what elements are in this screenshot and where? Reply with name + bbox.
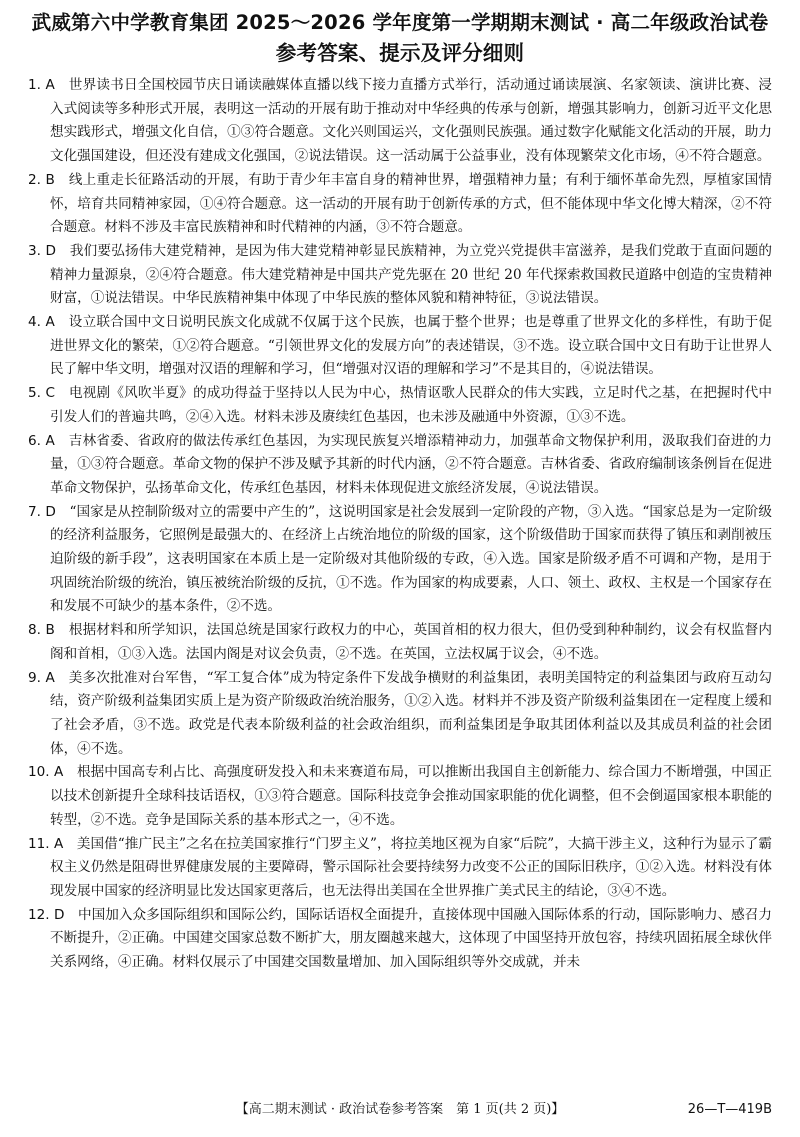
answer-number: 4. A <box>28 314 55 331</box>
answer-number: 11. A <box>28 835 64 852</box>
answer-explanation: 美国借“推广民主”之名在拉美国家推行“门罗主义”，将拉美地区视为自家“后院”，大搞干涉主义，这种行为显示了霸权主义仍然是阻碍世界健康发展的主要障碍，警示国际社会要持续努力改变不公正的国际旧秩序，①②入选。材料没有体现发展中国家的经济明显比发达国家更落后，也无法得出美国在全世界推广美式民主的结论，③④不选。 <box>50 835 773 899</box>
answer-item-7 <box>28 501 772 620</box>
answer-explanation: 线上重走长征路活动的开展，有助于青少年丰富自身的精神世界，增强精神力量；有利于缅怀革命先烈，厚植家国情怀，培育共同精神家园，①④符合题意。这一活动的开展有助于创新传承的方式，但不能体现中华文化博大精深，②不符合题意。材料不涉及丰富民族精神和时代精神的内涵，③不符合题意。 <box>50 171 773 236</box>
footer-paper-code: 26—T—419B <box>687 1102 772 1117</box>
answer-number: 8. B <box>28 622 55 639</box>
answer-list <box>28 74 772 975</box>
answer-item-5 <box>28 382 772 429</box>
answer-explanation: 根据材料和所学知识，法国总统是国家行政权力的中心，英国首相的权力很大，但仍受到种种制约，议会有权监督内阁和首相，①③入选。法国内阁是对议会负责，②不选。在英国，立法权属于议会，④不选。 <box>50 622 773 662</box>
answer-item-6 <box>28 430 772 501</box>
answer-explanation: 中国加入众多国际组织和国际公约，国际话语权全面提升，直接体现中国融入国际体系的行动，国际影响力、感召力不断提升，②正确。中国建交国家总数不断扩大，朋友圈越来越大，这体现了中国坚持开放包容，持续巩固拓展全球伙伴关系网络，④正确。材料仅展示了中国建交国数量增加、加入国际组织等外交成就，并未 <box>50 906 772 971</box>
answer-item-9 <box>28 667 772 762</box>
answer-explanation: 电视剧《风吹半夏》的成功得益于坚持以人民为中心，热情讴歌人民群众的伟大实践，立足时代之基，在把握时代中引发人们的普遍共鸣，②④入选。材料未涉及赓续红色基因，也未涉及融通中外资源，①③不选。 <box>50 385 772 425</box>
answer-item-8 <box>28 619 772 666</box>
answer-item-11 <box>28 833 772 904</box>
footer-page-info: 【高二期末测试 · 政治试卷参考答案 第 1 页(共 2 页)】 <box>235 1102 565 1117</box>
answer-explanation: 我们要弘扬伟大建党精神，是因为伟大建党精神彰显民族精神，为立党兴党提供丰富滋养，是我们党敢于直面问题的精神力量源泉，②④符合题意。伟大建党精神是中国共产党先驱在 20 世纪 20 年代探索救国救民道路中创造的宝贵精神财富，①说法错误。中华民族精神集中体现了中华民族的整体风貌和精神特征，③说法错误。 <box>50 242 772 307</box>
answer-number: 2. B <box>28 171 55 188</box>
answer-explanation: 根据中国高专利占比、高强度研发投入和未来赛道布局，可以推断出我国自主创新能力、综合国力不断增强，中国正以技术创新提升全球科技话语权，①③符合题意。国际科技竞争会推动国家职能的优化调整，但不会倒逼国家根本职能的转型，②不选。竞争是国际关系的基本形式之一，④不选。 <box>50 764 772 828</box>
answer-item-1 <box>28 74 772 169</box>
answer-number: 6. A <box>28 432 55 449</box>
answer-number: 9. A <box>28 669 55 686</box>
answer-explanation: 吉林省委、省政府的做法传承红色基因，为实现民族复兴增添精神动力，加强革命文物保护利用，汲取我们奋进的力量，①③符合题意。革命文物的保护不涉及赋予其新的时代内涵，②不符合题意。吉林省委、省政府编制该条例旨在促进革命文物保护，弘扬革命文化，传承红色基因，材料未体现促进文旅经济发展，④说法错误。 <box>50 432 773 496</box>
answer-item-12 <box>28 904 772 975</box>
answer-explanation: “国家是从控制阶级对立的需要中产生的”，这说明国家是社会发展到一定阶段的产物，③入选。“国家总是为一定阶级的经济利益服务，它照例是最强大的、在经济上占统治地位的阶级的国家，这个阶级借助于国家而获得了镇压和剥削被压迫阶级的新手段”，这表明国家在本质上是一定阶级对其他阶级的专政，④入选。国家是阶级矛盾不可调和产物，是用于巩固统治阶级的统治，镇压被统治阶级的反抗，①不选。作为国家的构成要素，人口、领土、政权、主权是一个国家存在和发展不可缺少的基本条件，②不选。 <box>50 503 772 615</box>
answer-number: 5. C <box>28 385 55 402</box>
answer-item-3 <box>28 240 772 311</box>
answer-item-10 <box>28 761 772 832</box>
answer-explanation: 设立联合国中文日说明民族文化成就不仅属于这个民族，也属于整个世界；也是尊重了世界文化的多样性，有助于促进世界文化的繁荣，①②符合题意。“引领世界文化的发展方向”的表述错误，③不选。设立联合国中文日有助于让世界人民了解中华文明，增强对汉语的理解和学习，但“增强对汉语的理解和学习”不是其目的，④说法错误。 <box>50 314 773 378</box>
answer-item-4 <box>28 311 772 382</box>
answer-explanation: 世界读书日全国校园节庆日诵读融媒体直播以线下接力直播方式举行，活动通过诵读展演、名家领读、演讲比赛、浸入式阅读等多种形式开展，表明这一活动的开展有助于推动对中华经典的传承与创新，增强其影响力，创新习近平文化思想实践形式，增强文化自信，①③符合题意。文化兴则国运兴，文化强则民族强。通过数字化赋能文化活动的开展，助力文化强国建设，但还没有建成文化强国，②说法错误。这一活动属于公益事业，没有体现繁荣文化市场，④不符合题意。 <box>50 77 773 165</box>
answer-number: 1. A <box>28 77 55 93</box>
answer-number: 7. D <box>28 503 56 520</box>
page-subtitle: 参考答案、提示及评分细则 <box>275 41 525 65</box>
page-footer <box>28 1100 772 1120</box>
answer-number: 10. A <box>28 764 64 781</box>
answer-number: 3. D <box>28 242 56 259</box>
page-title: 武威第六中学教育集团 2025～2026 学年度第一学期期末测试 · 高二年级政治试卷 <box>31 11 769 34</box>
answer-explanation: 美多次批准对台军售，“军工复合体”成为特定条件下发战争横财的利益集团，表明美国特定的利益集团与政府互动勾结，资产阶级利益集团实质上是为资产阶级政治统治服务，①②入选。材料并不涉及资产阶级利益集团在一定程度上缓和了社会矛盾，③不选。政党是代表本阶级利益的社会政治组织，而利益集团是争取其团体利益以及其成员利益的社会团体，④不选。 <box>50 669 772 757</box>
answer-item-2 <box>28 169 772 240</box>
answer-number: 12. D <box>28 906 65 923</box>
